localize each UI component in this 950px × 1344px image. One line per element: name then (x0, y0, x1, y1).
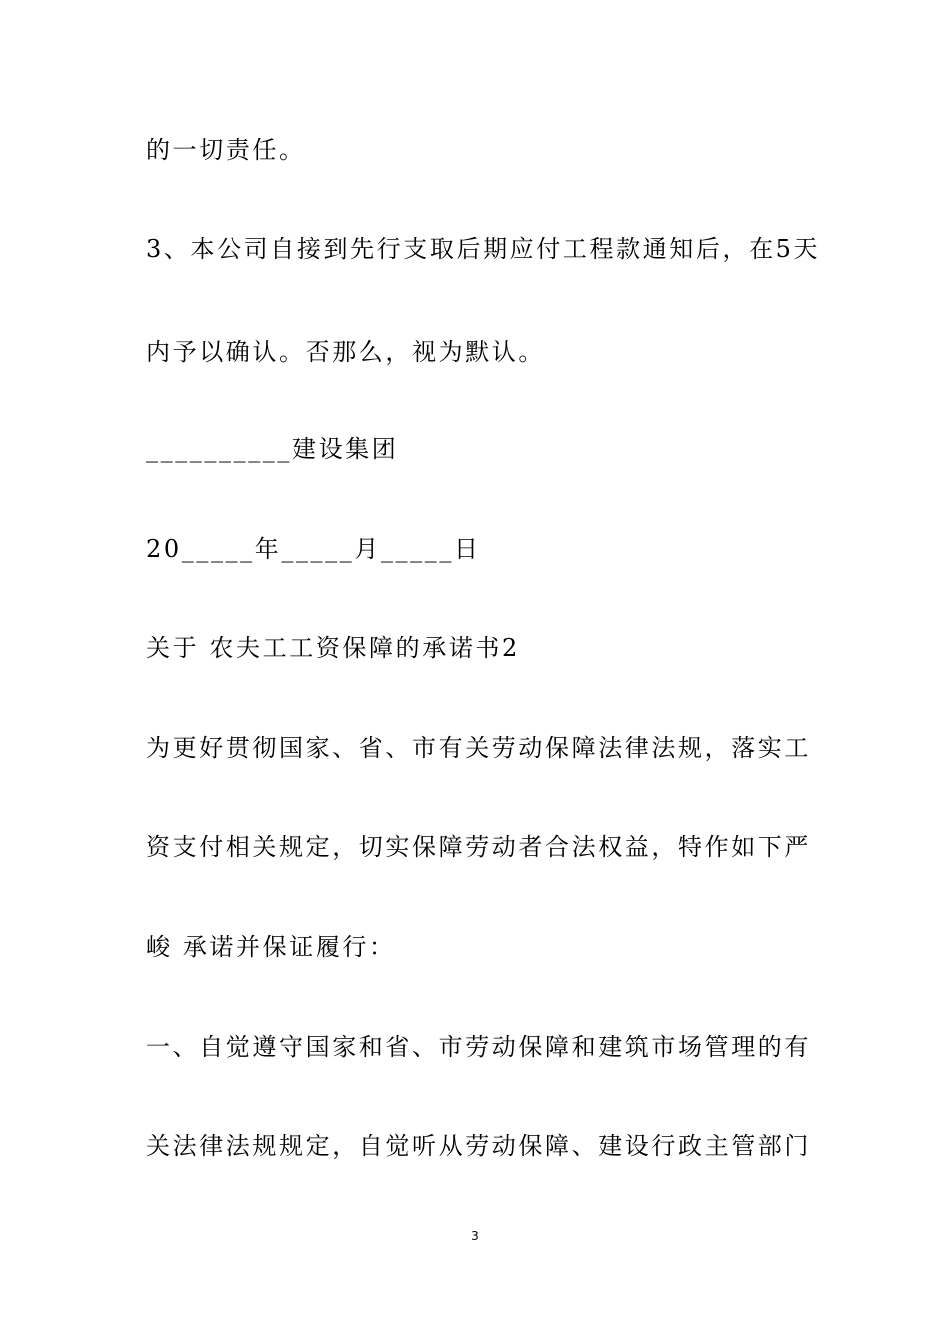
date-line: 20_____年_____月_____日 (146, 535, 481, 563)
paragraph-line: 为更好贯彻国家、省、市有关劳动保障法律法规，落实工 (146, 734, 811, 762)
page-number: 3 (471, 1229, 479, 1243)
paragraph-line: 资支付相关规定，切实保障劳动者合法权益，特作如下严 (146, 833, 811, 861)
paragraph-line: 关法律法规规定，自觉听从劳动保障、建设行政主管部门 (146, 1132, 811, 1160)
paragraph-line: 3、本公司自接到先行支取后期应付工程款通知后，在5天 (146, 235, 821, 263)
paragraph-line: 峻 承诺并保证履行： (146, 933, 396, 961)
section-title: 关于 农夫工工资保障的承诺书2 (146, 634, 520, 662)
paragraph-line: 内予以确认。否那么，视为默认。 (146, 338, 545, 366)
paragraph-line: 的一切责任。 (146, 136, 306, 164)
company-signature-line: __________建设集团 (146, 435, 399, 463)
paragraph-line: 一、自觉遵守国家和省、市劳动保障和建筑市场管理的有 (146, 1033, 811, 1061)
